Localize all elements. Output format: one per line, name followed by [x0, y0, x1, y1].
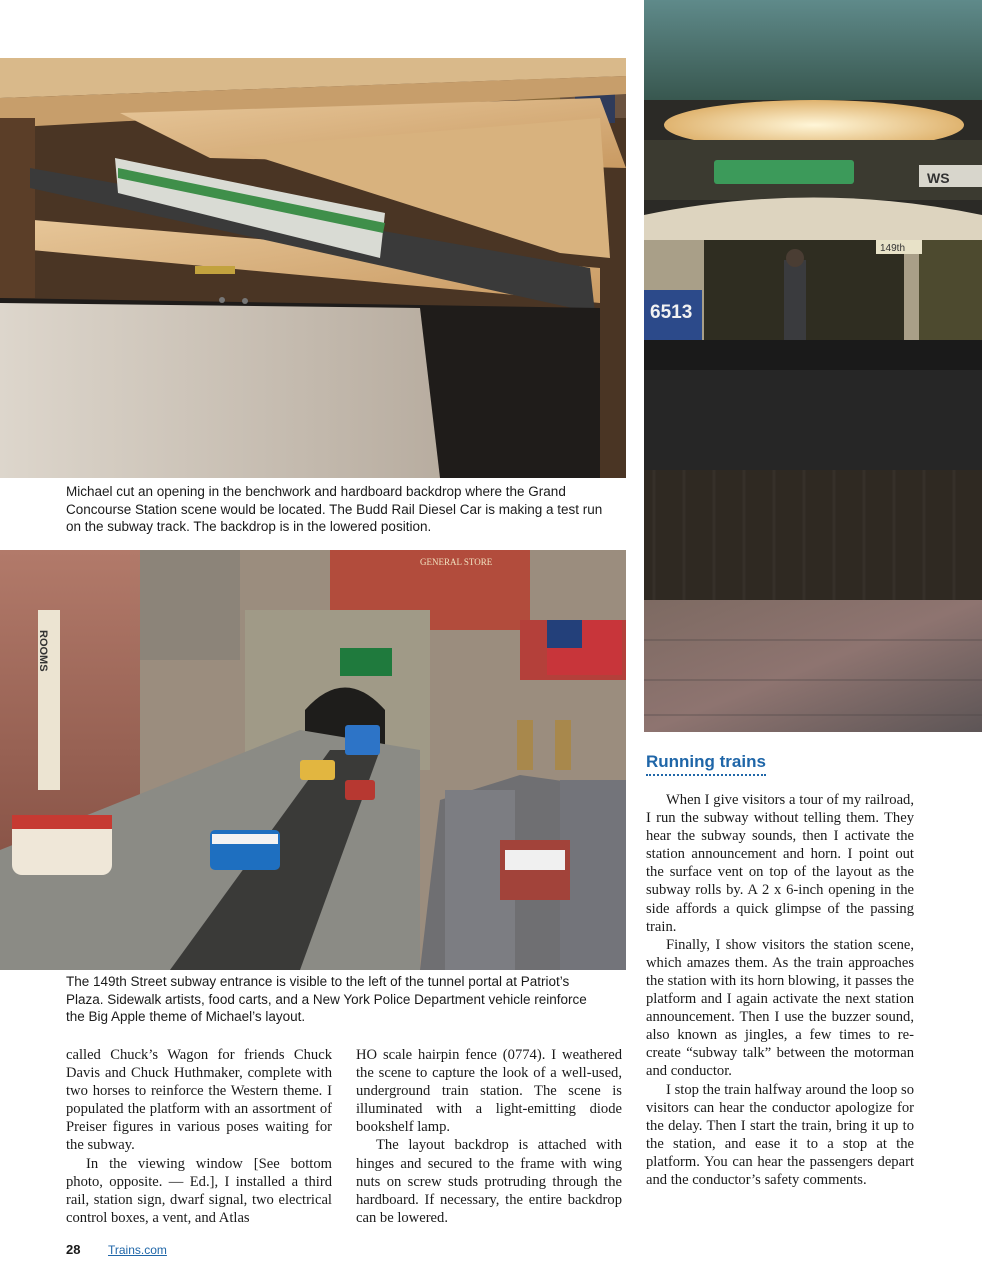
station-sign-text: WS [927, 170, 950, 186]
col2-paragraph-2: The layout backdrop is attached with hinges and secured to the frame with wing nuts on screw studs protruding through the hardboard. If necessary, the entire backdrop can be lowered. [356, 1137, 622, 1226]
article-column-3 [646, 791, 914, 1189]
car-number-text: 6513 [650, 302, 693, 323]
general-store-sign: GENERAL STORE [420, 557, 493, 567]
article-column-1 [66, 1046, 332, 1227]
section-heading: Running trains [646, 752, 766, 776]
col3-paragraph-3: I stop the train halfway around the loop so visitors can hear the conductor apologize for the delay. Then I start the train, bring it up to the station, and ease it to a stop at the platform. You can hear the passengers depart and the conductor’s safety comments. [646, 1081, 914, 1188]
col3-paragraph-1: When I give visitors a tour of my railroad, I run the subway without telling them. They hear the subway sounds, then I activate the station announcement and horn. I point out the surface vent on top of the layout as the subway rolls by. A 2 x 6-inch opening in the side affords a quick glimpse of the passing train. [646, 792, 914, 935]
top-photo-caption: Michael cut an opening in the benchwork and hardboard backdrop where the Grand Concourse Station scene would be located. The Budd Rail Diesel Car is making a test run on the subway track. The backdrop is in the lowered position. [66, 484, 603, 534]
subway-car-photo [644, 0, 982, 732]
col1-paragraph-2: In the viewing window [See bottom photo, opposite. — Ed.], I installed a third rail, station sign, dwarf signal, two electrical control boxes, a vent, and Atlas [66, 1155, 332, 1226]
col2-paragraph-1: HO scale hairpin fence (0774). I weathered the scene to capture the look of a well-used, underground train station. The scene is illuminated with a light-emitting diode bookshelf lamp. [356, 1047, 622, 1136]
subway-car-illustration [644, 0, 982, 732]
middle-photo-caption: The 149th Street subway entrance is visible to the left of the tunnel portal at Patriot’s Plaza. Sidewalk artists, food carts, and a New York Police Department vehicle reinforce the Big Apple theme of Michael’s layout. [66, 974, 587, 1024]
col3-paragraph-2: Finally, I show visitors the station scene, which amazes them. As the train approaches the station with its horn blowing, it passes the platform and I again activate the next station announcement. Then I use the buzzer sound, also known as jingles, a few times to re-create “subway talk” between the motorman and conductor. [646, 936, 914, 1080]
tunnel-scene-illustration [0, 550, 626, 970]
benchwork-photo [0, 58, 626, 478]
tunnel-scene-photo [0, 550, 626, 970]
rooms-sign-text: ROOMS [37, 630, 49, 672]
platform-149th-sign: 149th [880, 243, 906, 254]
col1-paragraph-1: called Chuck’s Wagon for friends Chuck Davis and Chuck Huthmaker, complete with two horses to reinforce the Western theme. I populated the platform with an assortment of Preiser figures in various poses waiting for the subway. [66, 1047, 332, 1154]
benchwork-illustration [0, 58, 626, 478]
page-number: 28 [66, 1242, 81, 1257]
article-column-2 [356, 1046, 622, 1227]
site-link[interactable]: Trains.com [108, 1243, 167, 1257]
